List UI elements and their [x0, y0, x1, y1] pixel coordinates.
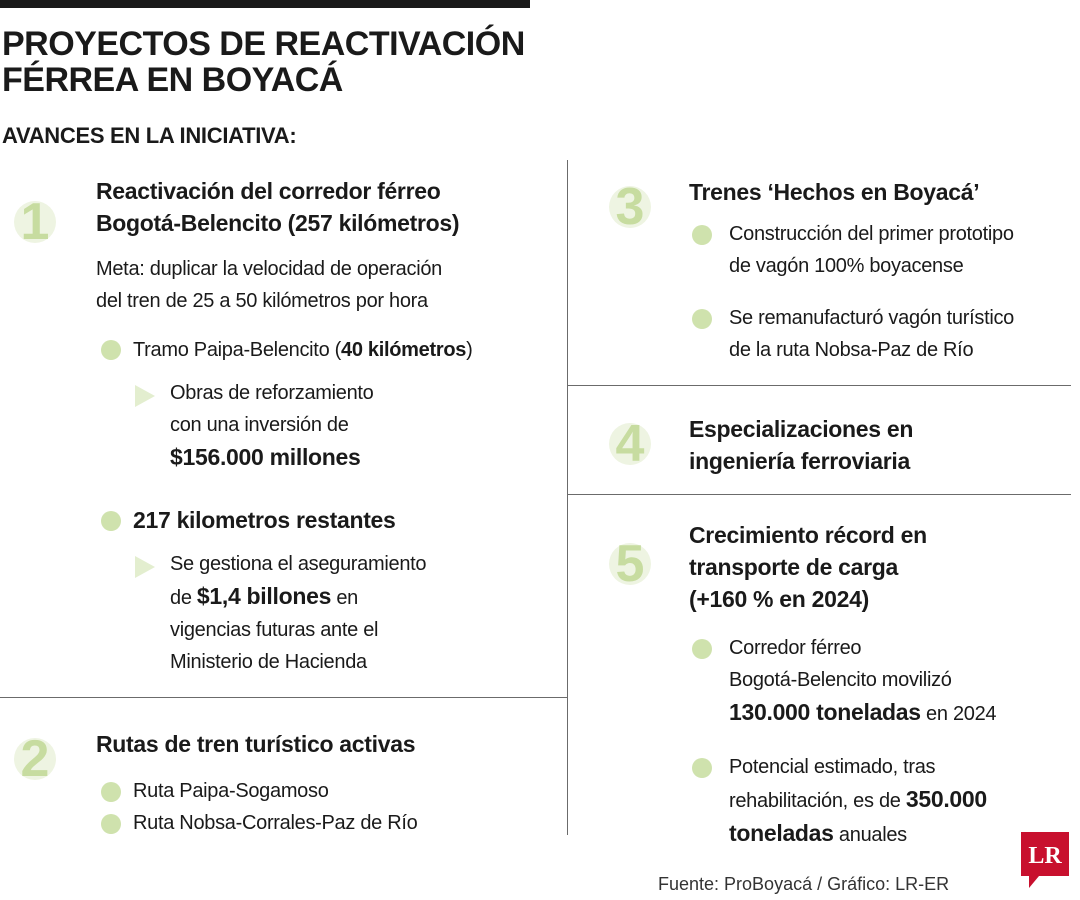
section-1-bullet-1-detail: Obras de reforzamiento con una inversión de $156.000 millones — [170, 382, 374, 470]
section-5-number: 5 — [609, 543, 651, 585]
section-1-goal: Meta: duplicar la velocidad de operación del tren de 25 a 50 kilómetros por hora — [96, 258, 442, 312]
section-4-title: Especializaciones en ingeniería ferroviaria — [689, 416, 914, 474]
bullet-dot — [101, 511, 121, 531]
section-3-bullet-1: Construcción del primer prototipo de vagón 100% boyacense — [729, 223, 1014, 277]
bullet-dot — [692, 309, 712, 329]
section-1-title: Reactivación del corredor férreo Bogotá-Belencito (257 kilómetros) — [96, 178, 460, 236]
page-title — [2, 26, 562, 98]
arrow-bullet — [135, 385, 155, 407]
bullet-dot — [101, 782, 121, 802]
divider-4-5 — [567, 494, 1071, 495]
bullet-dot — [692, 758, 712, 778]
section-5-bullet-2: Potencial estimado, tras rehabilitación, es de 350.000 toneladas anuales — [729, 756, 987, 846]
section-3-number: 3 — [609, 186, 651, 228]
column-divider — [567, 160, 568, 835]
section-3-bullet-2: Se remanufacturó vagón turístico de la ruta Nobsa-Paz de Río — [729, 307, 1014, 361]
section-2-title: Rutas de tren turístico activas — [96, 731, 416, 757]
section-5-bullet-1: Corredor férreo Bogotá-Belencito movilizó 130.000 toneladas en 2024 — [729, 637, 997, 725]
section-1-bullet-1: Tramo Paipa-Belencito (40 kilómetros) — [133, 339, 473, 361]
section-4-number: 4 — [609, 423, 651, 465]
bullet-dot — [692, 225, 712, 245]
top-rule — [0, 0, 530, 8]
title-line-1: PROYECTOS DE REACTIVACIÓN — [2, 25, 525, 63]
section-3-title: Trenes ‘Hechos en Boyacá’ — [689, 179, 980, 205]
section-2-number: 2 — [14, 738, 56, 780]
section-1-bullet-2: 217 kilometros restantes — [133, 507, 396, 533]
lr-logo — [1021, 832, 1069, 888]
page-subtitle: AVANCES EN LA INICIATIVA: — [2, 123, 297, 148]
bullet-dot — [101, 814, 121, 834]
title-line-2: FÉRREA EN BOYACÁ — [2, 61, 343, 99]
divider-1-2 — [0, 697, 567, 698]
svg-text:LR: LR — [1028, 843, 1062, 869]
section-2-item-2: Ruta Nobsa-Corrales-Paz de Río — [133, 812, 418, 834]
bullet-dot — [692, 639, 712, 659]
arrow-bullet — [135, 556, 155, 578]
section-1-bullet-2-detail: Se gestiona el aseguramiento de $1,4 billones en vigencias futuras ante el Ministerio de Hacienda — [170, 553, 427, 673]
section-5-title: Crecimiento récord en transporte de carga (+160 % en 2024) — [689, 522, 927, 612]
bullet-dot — [101, 340, 121, 360]
section-2-item-1: Ruta Paipa-Sogamoso — [133, 780, 329, 802]
source-credit: Fuente: ProBoyacá / Gráfico: LR-ER — [658, 874, 950, 894]
divider-3-4 — [567, 385, 1071, 386]
section-1-number: 1 — [14, 201, 56, 243]
